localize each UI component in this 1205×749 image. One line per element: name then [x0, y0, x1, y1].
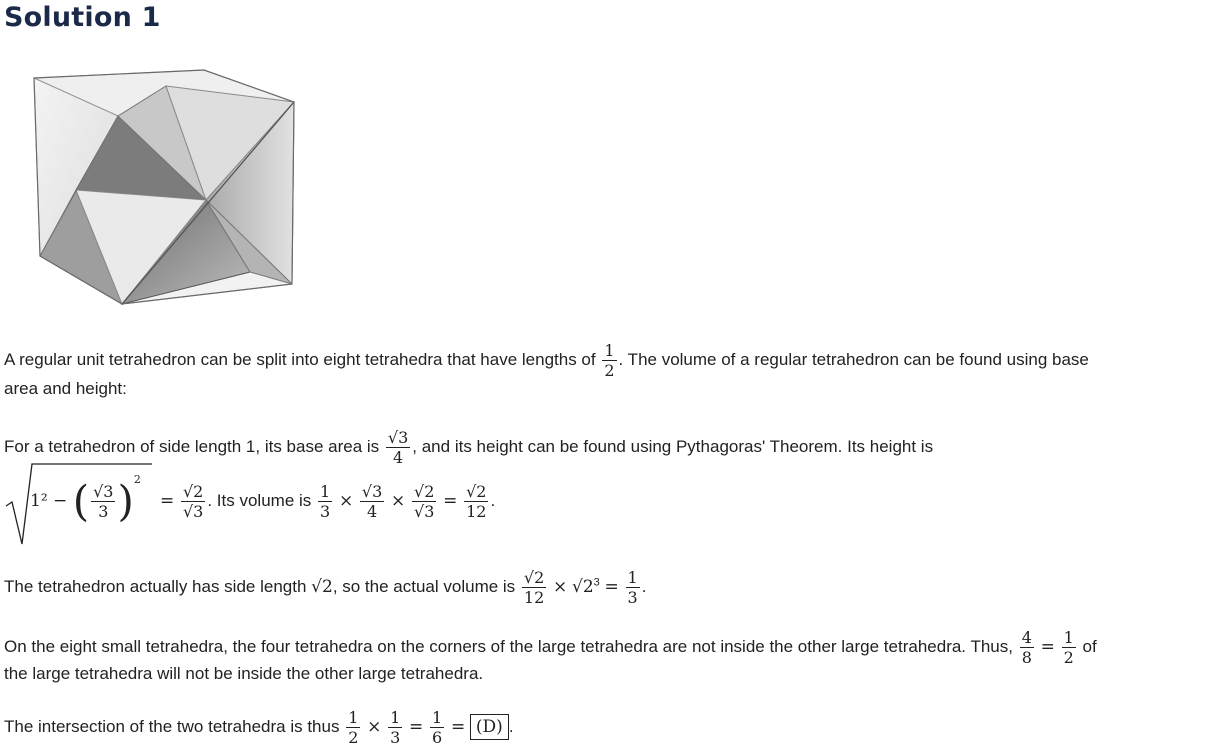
vol-frac-3-num: √2 [414, 482, 435, 501]
paragraph-1-line-1 [4, 341, 1089, 380]
vol-frac-2-num: √3 [361, 482, 383, 501]
paragraph-6 [4, 708, 514, 747]
p4-text-a: The tetrahedron actually has side length [4, 576, 307, 596]
eq-sign-1: = [160, 490, 175, 511]
p1-text-c: area and height: [4, 379, 127, 398]
vol-frac-3 [412, 482, 436, 521]
vol-frac-4 [464, 482, 488, 521]
answer-box: (D) [470, 714, 509, 740]
p2-area-num: √3 [387, 428, 409, 447]
times-1: × [338, 490, 354, 511]
height-den: √3 [182, 502, 204, 521]
paragraph-3 [160, 482, 495, 521]
p5-frac-a [1020, 628, 1034, 667]
p5-frac-a-den: 8 [1021, 648, 1032, 667]
p1-fraction [602, 341, 616, 380]
vol-frac-2 [360, 482, 384, 521]
p5-frac-b-den: 2 [1063, 648, 1074, 667]
p6-frac-c-den: 6 [432, 728, 443, 747]
inner-num: √3 [93, 482, 114, 501]
p1-text-b: . The volume of a regular tetrahedron can be found using base [618, 349, 1089, 369]
inner-exponent: 2 [133, 473, 141, 487]
solution-heading: Solution 1 [4, 2, 161, 33]
cube-exponent: 3 [593, 576, 600, 589]
inner-den: 3 [98, 502, 109, 521]
p6-times: × [367, 716, 382, 737]
p5-eq: = [1040, 636, 1055, 657]
p1-frac-num: 1 [604, 341, 615, 360]
p6-eq-2: = [450, 716, 466, 737]
p2-text-b: , and its height can be found using Pythagoras' Theorem. Its height is [412, 436, 934, 456]
eq-sign-2: = [443, 490, 458, 511]
vol-frac-3-den: √3 [414, 502, 435, 521]
height-expression: 1² − ( $\frac{√3}{3}$ )$^2$ [30, 473, 141, 526]
p6-eq-1: = [409, 716, 424, 737]
p3-end: . [490, 490, 496, 510]
p6-end: . [508, 716, 514, 736]
paragraph-1-line-2 [4, 378, 127, 400]
height-num: √2 [182, 482, 204, 501]
p6-frac-a [346, 708, 360, 747]
vol-frac-2-den: 4 [367, 502, 378, 521]
p1-frac-den: 2 [604, 361, 615, 380]
p6-frac-c [430, 708, 444, 747]
p4-fraction [522, 568, 546, 607]
minus-sign: − [53, 491, 68, 511]
p4-eq: = [604, 576, 619, 597]
vol-frac-4-den: 12 [466, 502, 487, 521]
times-2: × [391, 490, 406, 511]
p4-end: . [641, 576, 647, 596]
height-fraction [181, 482, 205, 521]
paragraph-5-line-2 [4, 663, 483, 685]
cube-base: √2 [572, 576, 594, 597]
vol-frac-4-num: √2 [466, 482, 487, 501]
p5-text-a: On the eight small tetrahedra, the four tetrahedra on the corners of the large tetrahedra are not inside the other large tetrahedra. Thus, [4, 636, 1013, 656]
p6-frac-b [388, 708, 402, 747]
vol-frac-1-num: 1 [320, 482, 331, 501]
p6-text-a: The intersection of the two tetrahedra is thus [4, 716, 340, 736]
p6-frac-c-num: 1 [432, 708, 443, 727]
p5-text-c: the large tetrahedra will not be inside the other large tetrahedra. [4, 664, 484, 683]
p5-text-b: of [1082, 636, 1097, 656]
p6-frac-b-num: 1 [390, 708, 401, 727]
p4-result [626, 568, 640, 607]
p2-area-fraction [386, 428, 410, 467]
p4-frac-den: 12 [523, 588, 545, 607]
p4-result-num: 1 [627, 568, 638, 587]
p2-area-den: 4 [393, 448, 404, 467]
vol-frac-1 [318, 482, 332, 521]
inner-fraction [91, 482, 115, 521]
p4-times: × [553, 576, 568, 597]
p6-frac-a-den: 2 [348, 728, 359, 747]
p5-frac-a-num: 4 [1021, 628, 1032, 647]
p4-result-den: 3 [627, 588, 638, 607]
p6-frac-a-num: 1 [348, 708, 359, 727]
p6-frac-b-den: 3 [390, 728, 401, 747]
one-squared: 1² [30, 491, 48, 511]
vol-frac-1-den: 3 [320, 502, 331, 521]
p3-text-a: . Its volume is [207, 490, 312, 510]
p2-text-a: For a tetrahedron of side length 1, its base area is [4, 436, 380, 456]
side-length: √2 [311, 576, 333, 597]
paragraph-4 [4, 568, 646, 607]
p1-text-a: A regular unit tetrahedron can be split into eight tetrahedra that have lengths of [4, 349, 596, 369]
p5-frac-b [1062, 628, 1076, 667]
cube-with-two-tetrahedra-icon [30, 66, 300, 308]
paragraph-5-line-1 [4, 628, 1097, 667]
p4-text-b: , so the actual volume is [332, 576, 516, 596]
p4-frac-num: √2 [523, 568, 545, 587]
p5-frac-b-num: 1 [1063, 628, 1074, 647]
